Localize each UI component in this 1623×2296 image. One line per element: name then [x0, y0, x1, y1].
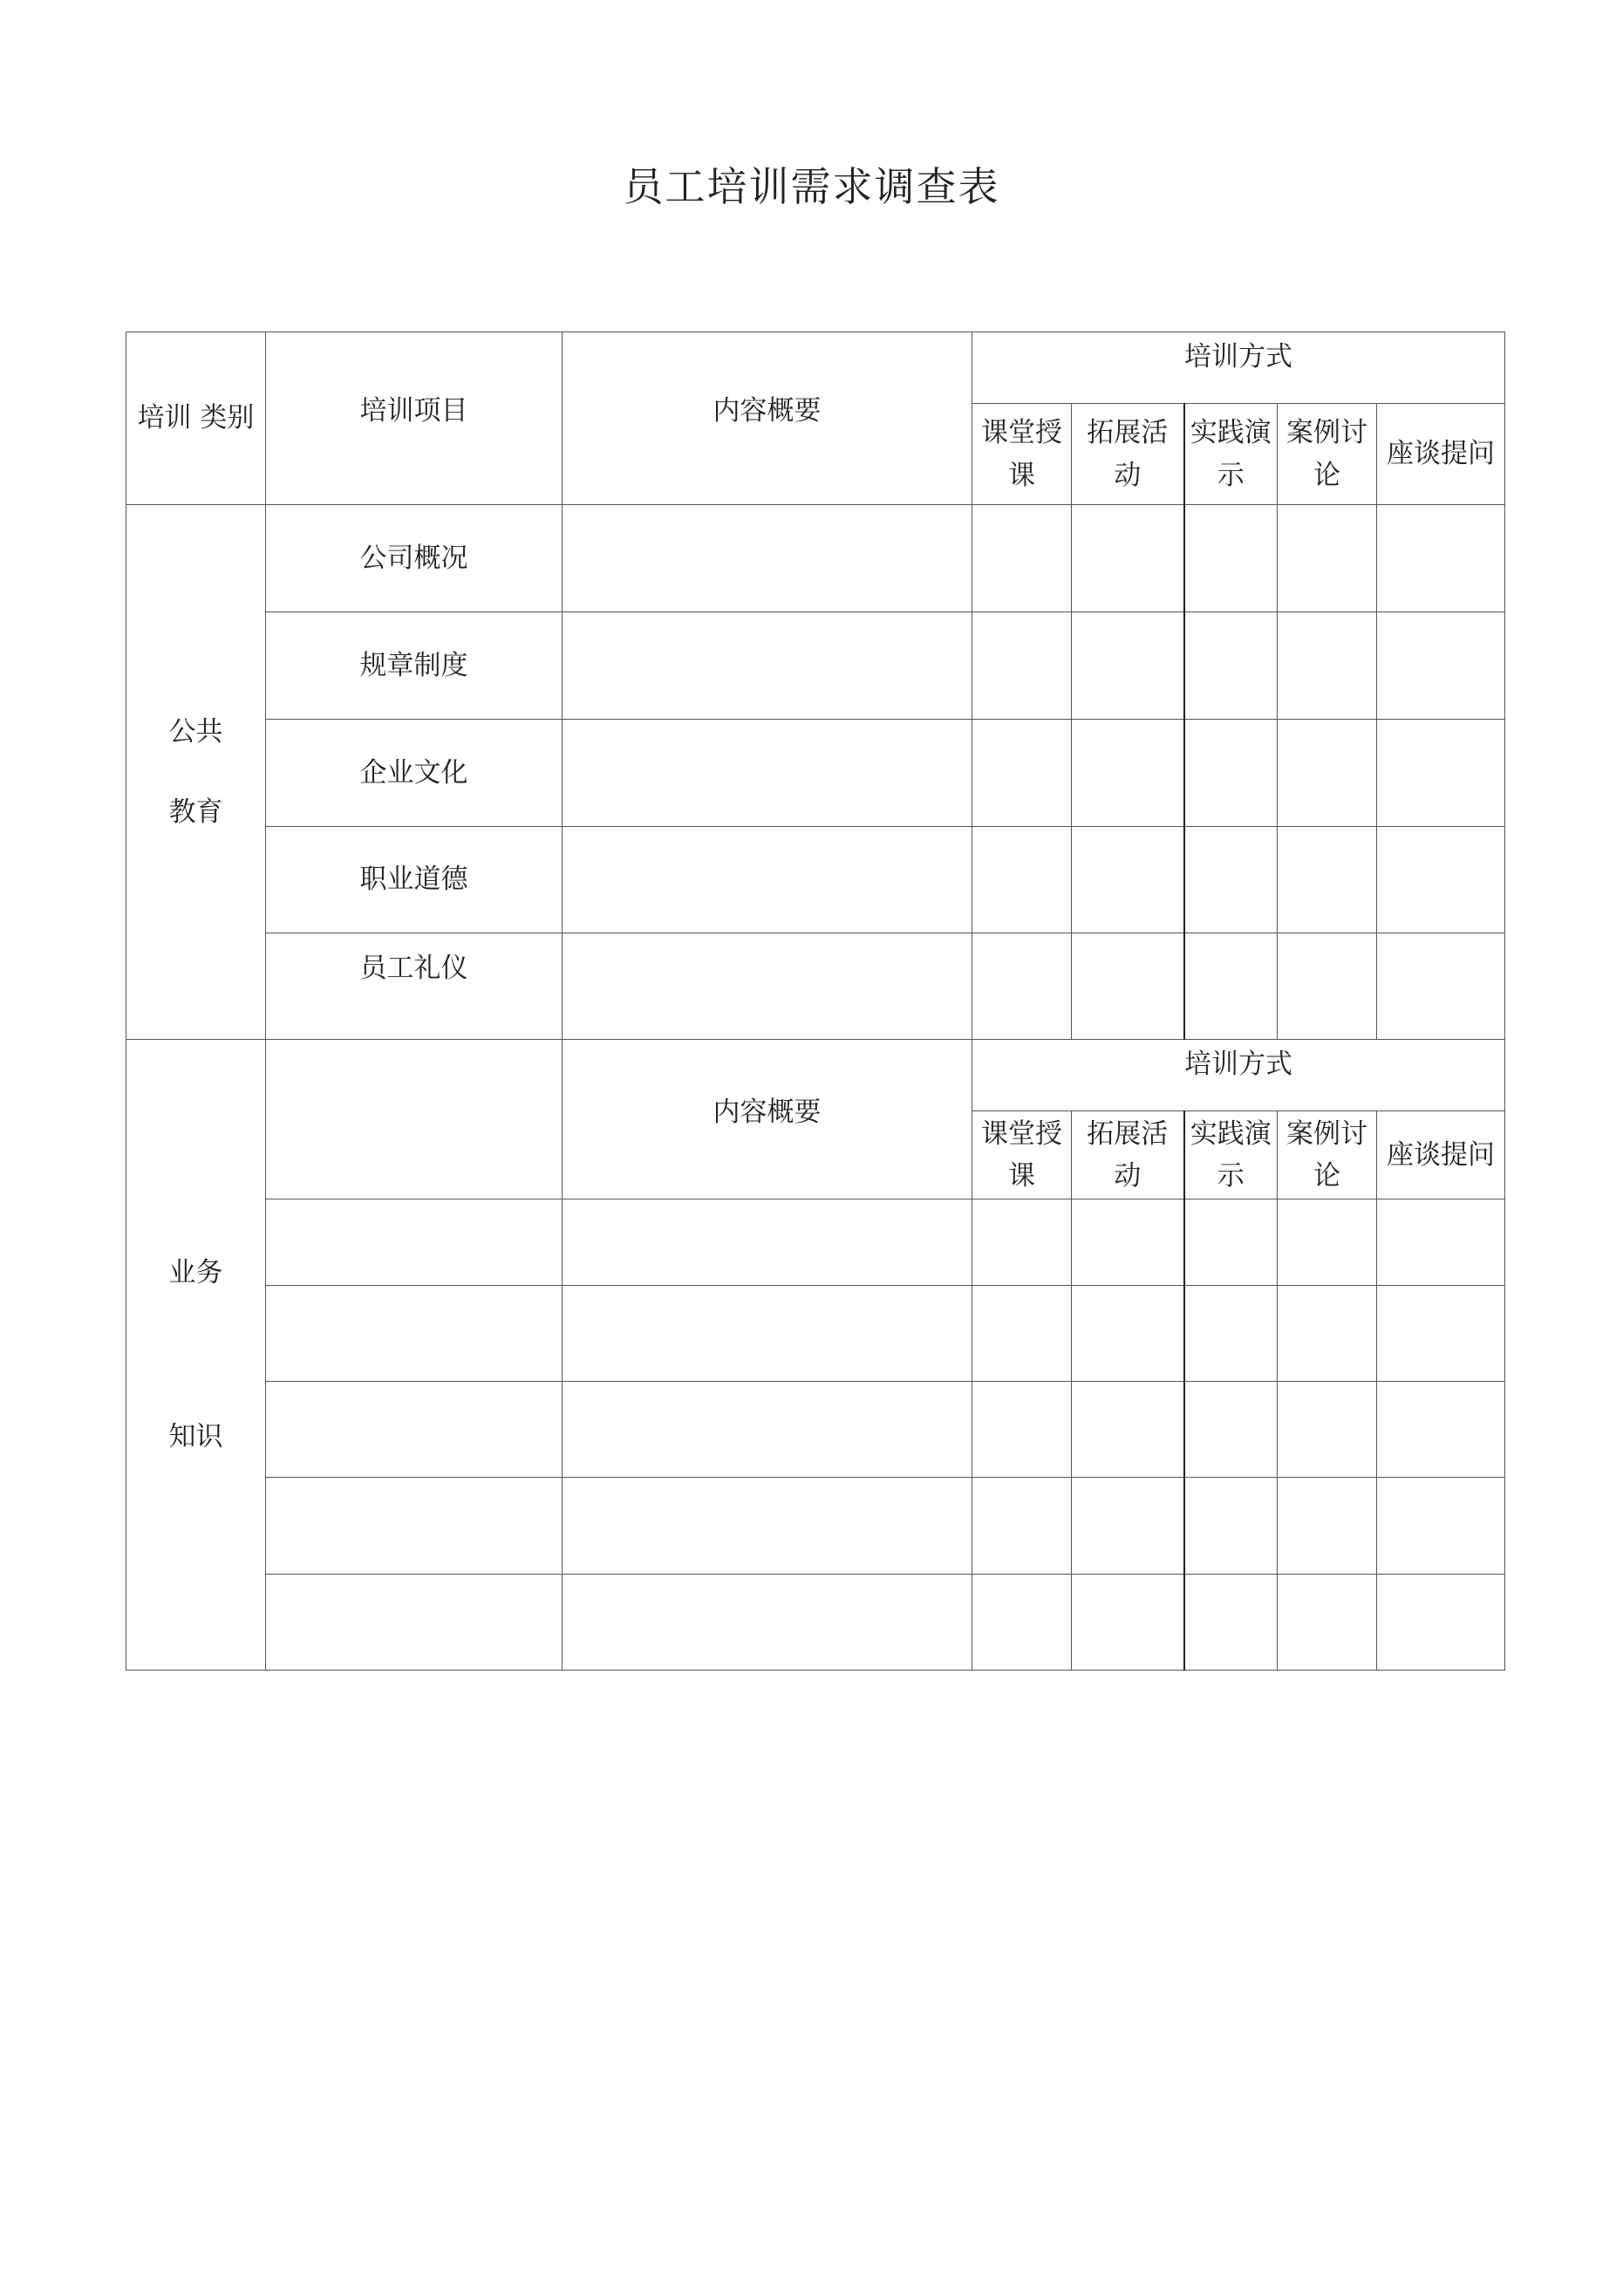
method-cell[interactable]	[1072, 933, 1184, 1040]
header-method-classroom: 课堂授课	[972, 404, 1072, 505]
summary-cell[interactable]	[563, 1382, 972, 1478]
method-cell[interactable]	[1072, 1382, 1184, 1478]
method-cell[interactable]	[1377, 1286, 1505, 1382]
item-cell[interactable]	[266, 1382, 563, 1478]
method-cell[interactable]	[972, 505, 1072, 612]
method-cell[interactable]	[1377, 720, 1505, 827]
method-cell[interactable]	[1184, 612, 1278, 720]
method-cell[interactable]	[1377, 827, 1505, 933]
method-cell[interactable]	[1184, 505, 1278, 612]
method-cell[interactable]	[972, 612, 1072, 720]
method-cell[interactable]	[1278, 1575, 1377, 1671]
summary-cell[interactable]	[563, 933, 972, 1040]
item-header-blank	[266, 1040, 563, 1199]
item-cell: 规章制度	[266, 612, 563, 720]
method-cell[interactable]	[1278, 933, 1377, 1040]
header-summary-label: 内容概要	[713, 395, 822, 427]
item-cell: 公司概况	[266, 505, 563, 612]
summary-cell[interactable]	[563, 827, 972, 933]
header-method-outdoor: 拓展活动	[1072, 404, 1184, 505]
item-cell: 员工礼仪	[266, 933, 563, 1040]
page-title: 员工培训需求调查表	[623, 163, 1000, 210]
summary-cell[interactable]	[563, 1199, 972, 1286]
header-method-demo-2: 实践演示	[1184, 1111, 1278, 1199]
header-summary-2-label: 内容概要	[713, 1096, 822, 1128]
category-public-line2: 教育	[168, 796, 223, 828]
summary-cell[interactable]	[563, 1575, 972, 1671]
header-method-demo: 实践演示	[1184, 404, 1278, 505]
header-summary	[563, 332, 972, 505]
method-cell[interactable]	[1072, 505, 1184, 612]
header-methods-group-2: 培训方式	[972, 1040, 1505, 1111]
training-survey-table	[126, 331, 1505, 1671]
method-cell[interactable]	[1377, 1478, 1505, 1575]
method-cell[interactable]	[1072, 1478, 1184, 1575]
category-business-knowledge	[126, 1040, 266, 1671]
method-cell[interactable]	[1184, 1199, 1278, 1286]
method-cell[interactable]	[972, 1199, 1072, 1286]
method-cell[interactable]	[1377, 1575, 1505, 1671]
header-method-case: 案例讨论	[1278, 404, 1377, 505]
method-cell[interactable]	[1278, 612, 1377, 720]
header-method-classroom-2: 课堂授课	[972, 1111, 1072, 1199]
item-cell[interactable]	[266, 1199, 563, 1286]
summary-cell[interactable]	[563, 505, 972, 612]
method-cell[interactable]	[972, 1286, 1072, 1382]
method-cell[interactable]	[972, 1575, 1072, 1671]
method-cell[interactable]	[1278, 1199, 1377, 1286]
method-cell[interactable]	[1184, 720, 1278, 827]
summary-cell[interactable]	[563, 1478, 972, 1575]
item-cell[interactable]	[266, 1286, 563, 1382]
method-cell[interactable]	[1072, 720, 1184, 827]
header-item	[266, 332, 563, 505]
method-cell[interactable]	[1278, 1382, 1377, 1478]
method-cell[interactable]	[1377, 1382, 1505, 1478]
category-public-education	[126, 505, 266, 1040]
summary-cell[interactable]	[563, 612, 972, 720]
method-cell[interactable]	[1377, 612, 1505, 720]
header-method-outdoor-2: 拓展活动	[1072, 1111, 1184, 1199]
item-cell[interactable]	[266, 1575, 563, 1671]
header-category	[126, 332, 266, 505]
method-cell[interactable]	[1184, 933, 1278, 1040]
method-cell[interactable]	[1278, 1478, 1377, 1575]
method-cell[interactable]	[1072, 1199, 1184, 1286]
method-cell[interactable]	[1184, 1382, 1278, 1478]
category-business-line1: 业务	[168, 1256, 223, 1288]
method-cell[interactable]	[1278, 505, 1377, 612]
method-cell[interactable]	[1072, 1575, 1184, 1671]
method-cell[interactable]	[1184, 827, 1278, 933]
method-cell[interactable]	[1072, 612, 1184, 720]
summary-cell[interactable]	[563, 1286, 972, 1382]
item-cell: 职业道德	[266, 827, 563, 933]
item-cell[interactable]	[266, 1478, 563, 1575]
item-cell: 企业文化	[266, 720, 563, 827]
method-cell[interactable]	[1377, 505, 1505, 612]
header-method-qa-2: 座谈提问	[1377, 1111, 1505, 1199]
header-methods-group: 培训方式	[972, 332, 1505, 404]
method-cell[interactable]	[1072, 1286, 1184, 1382]
method-cell[interactable]	[972, 827, 1072, 933]
method-cell[interactable]	[1278, 720, 1377, 827]
header-item-label: 培训项目	[359, 395, 468, 427]
summary-cell[interactable]	[563, 720, 972, 827]
header-summary-2	[563, 1040, 972, 1199]
method-cell[interactable]	[1377, 1199, 1505, 1286]
header-method-qa: 座谈提问	[1377, 404, 1505, 505]
method-cell[interactable]	[972, 720, 1072, 827]
header-method-case-2: 案例讨论	[1278, 1111, 1377, 1199]
method-cell[interactable]	[1072, 827, 1184, 933]
method-cell[interactable]	[1377, 933, 1505, 1040]
header-category-label: 培训 类别	[137, 402, 255, 434]
method-cell[interactable]	[1184, 1286, 1278, 1382]
method-cell[interactable]	[1184, 1478, 1278, 1575]
method-cell[interactable]	[972, 933, 1072, 1040]
category-business-line2: 知识	[168, 1421, 223, 1452]
method-cell[interactable]	[1278, 827, 1377, 933]
category-public-line1: 公共	[168, 715, 223, 748]
method-cell[interactable]	[1184, 1575, 1278, 1671]
method-cell[interactable]	[972, 1382, 1072, 1478]
method-cell[interactable]	[1278, 1286, 1377, 1382]
method-cell[interactable]	[972, 1478, 1072, 1575]
